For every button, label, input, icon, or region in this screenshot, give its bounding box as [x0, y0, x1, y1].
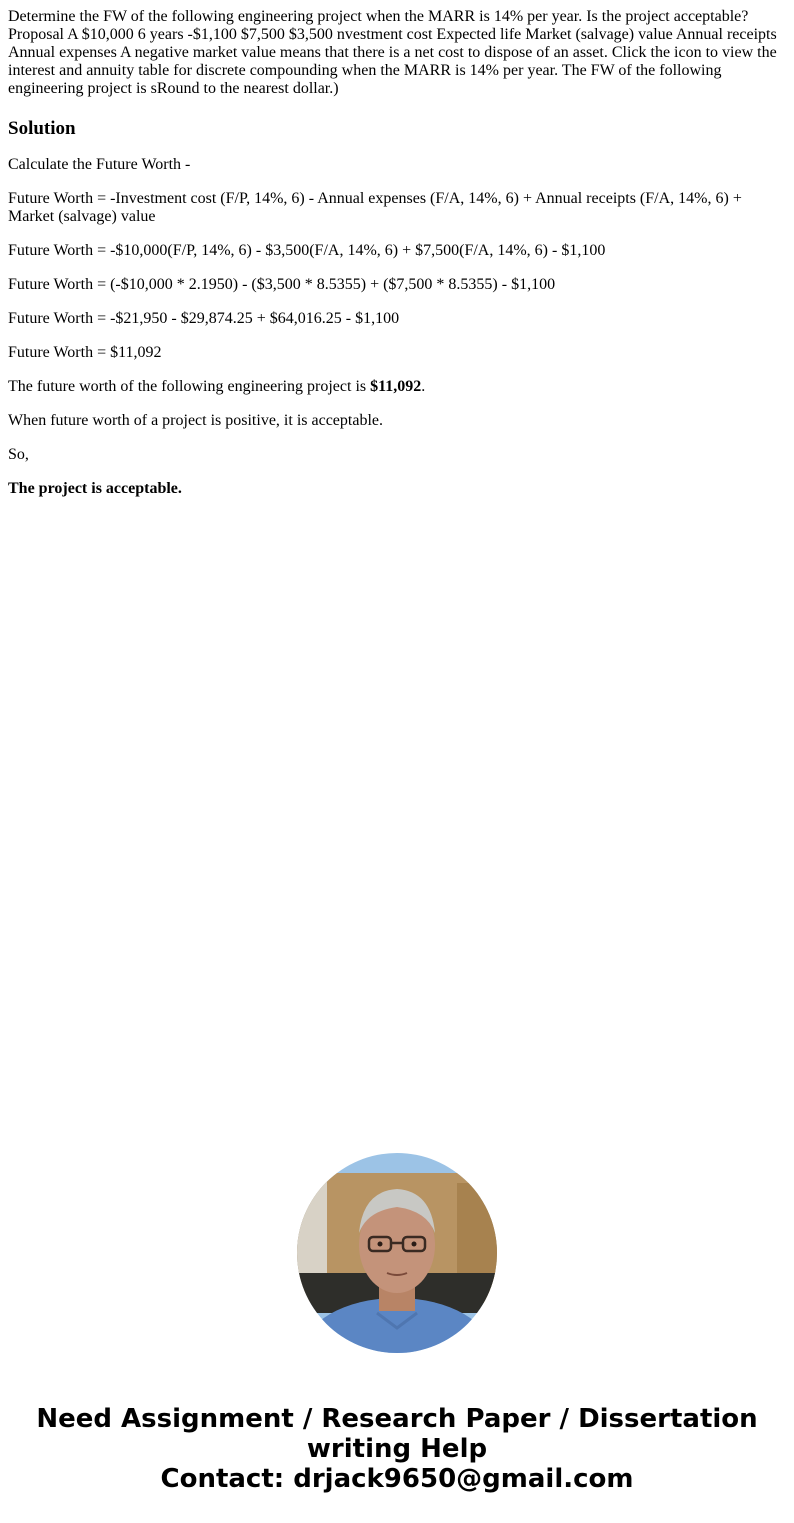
tutor-avatar	[297, 1153, 497, 1353]
acceptance-rule: When future worth of a project is positive, it is acceptable.	[8, 412, 383, 429]
promo-banner	[0, 1404, 794, 1494]
final-answer-text: The project is acceptable.	[8, 480, 182, 497]
step-formula: Future Worth = -Investment cost (F/P, 14%, 6) - Annual expenses (F/A, 14%, 6) + Annual receipts (F/A, 14%, 6) + Market (salvage) value	[8, 190, 742, 225]
fw-statement-suffix: .	[421, 378, 426, 395]
document-body	[0, 0, 794, 498]
fw-statement-prefix: The future worth of the following engineering project is	[8, 378, 371, 395]
so-text: So,	[8, 446, 29, 463]
question-text: Determine the FW of the following engineering project when the MARR is 14% per year. Is the project acceptable? Proposal A $10,000 6 years -$1,100 $7,500 $3,500 nvestment cost Expected life Market (salvage) value Annual receipts Annual expenses A negative market value means that there is a net cost to dispose of an asset. Click the icon to view the interest and annuity table for discrete compounding when the MARR is 14% per year. The FW of the following engineering project is sRound to the nearest dollar.)	[8, 8, 777, 97]
promo-line-2: writing Help	[306, 1434, 488, 1464]
step-result: Future Worth = $11,092	[8, 344, 162, 361]
promo-line-1: Need Assignment / Research Paper / Dissertation	[36, 1404, 758, 1434]
fw-statement	[8, 378, 786, 396]
step-substitution: Future Worth = -$10,000(F/P, 14%, 6) - $3,500(F/A, 14%, 6) + $7,500(F/A, 14%, 6) - $1,100	[8, 242, 606, 259]
step-intro: Calculate the Future Worth -	[8, 156, 191, 173]
promo-contact: Contact: drjack9650@gmail.com	[160, 1464, 634, 1494]
fw-value: $11,092	[370, 378, 422, 395]
step-products: Future Worth = -$21,950 - $29,874.25 + $64,016.25 - $1,100	[8, 310, 400, 327]
tutor-portrait-image	[297, 1153, 497, 1353]
solution-heading: Solution	[8, 118, 76, 139]
step-factors: Future Worth = (-$10,000 * 2.1950) - ($3,500 * 8.5355) + ($7,500 * 8.5355) - $1,100	[8, 276, 556, 293]
final-answer	[8, 480, 786, 498]
